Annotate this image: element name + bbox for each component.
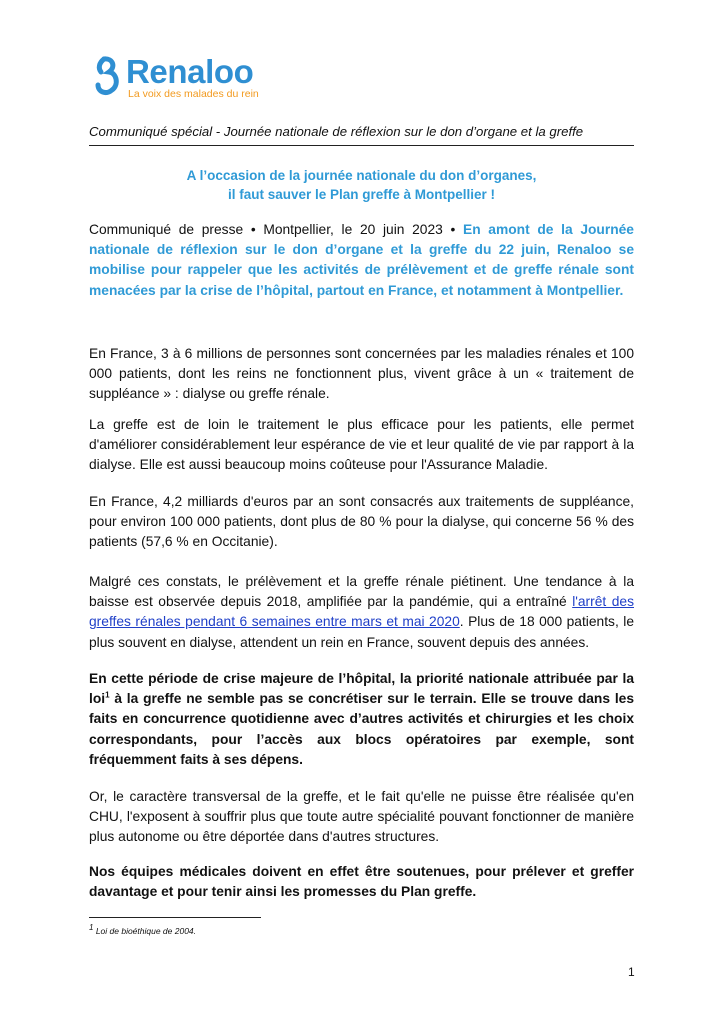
paragraph-decline-text-end: . Plus de 18 000 patients, le plus souvent en dialyse, attendent un rein en France, souvent depuis des années. [89,614,635,650]
footnote-marker: 1 [89,923,94,933]
renaloo-logo [92,55,292,107]
header-divider [89,145,634,146]
paragraph-transplant-benefits: La greffe est de loin le traitement le plus efficace pour les patients, elle permet d'améliorer considérablement leur espérance de vie et leur qualité de vie par rapport à la dialyse. Elle est aussi beaucoup moins coûteuse pour l'Assurance Maladie. [89,417,634,473]
footnote-text: Loi de bioéthique de 2004. [93,926,197,936]
page-number: 1 [628,965,635,979]
paragraph-crisis-text-start: En cette période de crise majeure de l’hôpital, la priorité nationale attribuée par la loi [89,671,634,707]
kidney-b-logo-icon [92,55,126,101]
paragraph-crisis-text-end: à la greffe ne semble pas se concrétiser sur le terrain. Elle se trouve dans les faits en concurrence quotidienne avec d’autres activités et chirurgies et les choix correspondants, pour l’accès aux blocs opératoires par exemple, sont fréquemment faits à ses dépens. [89,691,634,767]
footnote-reference[interactable]: 1 [105,690,110,700]
paragraph-call-to-action: Nos équipes médicales doivent en effet être soutenues, pour prélever et greffer davantage et pour tenir ainsi les promesses du Plan greffe. [89,864,634,900]
paragraph-decline-text-start: Malgré ces constats, le prélèvement et la greffe rénale piétinent. Une tendance à la baisse est observée depuis 2018, amplifiée par la pandémie, qui a entraîné [89,574,634,610]
paragraph-kidney-disease-stats: En France, 3 à 6 millions de personnes sont concernées par les maladies rénales et 100 000 patients, dont les reins ne fonctionnent plus, vivent grâce à un « traitement de suppléance » : dialyse ou greffe rénale. [89,346,634,402]
document-header: Communiqué spécial - Journée nationale de réflexion sur le don d’organe et la greffe [89,124,584,139]
headline-line-2: il faut sauver le Plan greffe à Montpellier ! [227,187,496,202]
footnote [89,923,197,936]
footnote-divider [89,917,261,918]
intro-highlight: En amont de la Journée nationale de réflexion sur le don d’organe et la greffe du 22 juin, Renaloo se mobilise pour rappeler que les activités de prélèvement et de greffe rénale sont menacées par la crise de l’hôpital, partout en France, et notamment à Montpellier. [89,222,634,298]
paragraph-hospital-crisis [89,669,634,770]
headline-line-1: A l’occasion de la journée nationale du don d’organes, [186,168,537,183]
paragraph-decline [89,572,634,653]
logo-tagline: La voix des malades du rein [128,88,259,100]
press-release-dateline: Communiqué de presse • Montpellier, le 20 juin 2023 • [89,222,463,237]
paragraph-costs: En France, 4,2 milliards d'euros par an sont consacrés aux traitements de suppléance, pour environ 100 000 patients, dont plus de 80 % pour la dialyse, qui concerne 56 % des patients (57,6 % en Occitanie). [89,494,634,550]
intro-paragraph [89,220,634,301]
logo-name: Renaloo [126,53,254,90]
paragraph-chu-constraints: Or, le caractère transversal de la greffe, et le fait qu'elle ne puisse être réalisée qu'en CHU, l'exposent à souffrir plus que toute autre spécialité pouvant fonctionner de manière plus autonome ou être déportée dans d'autres structures. [89,789,634,845]
transplant-halt-link[interactable]: l'arrêt des greffes rénales pendant 6 semaines entre mars et mai 2020 [89,594,634,630]
press-release-headline [89,166,634,204]
